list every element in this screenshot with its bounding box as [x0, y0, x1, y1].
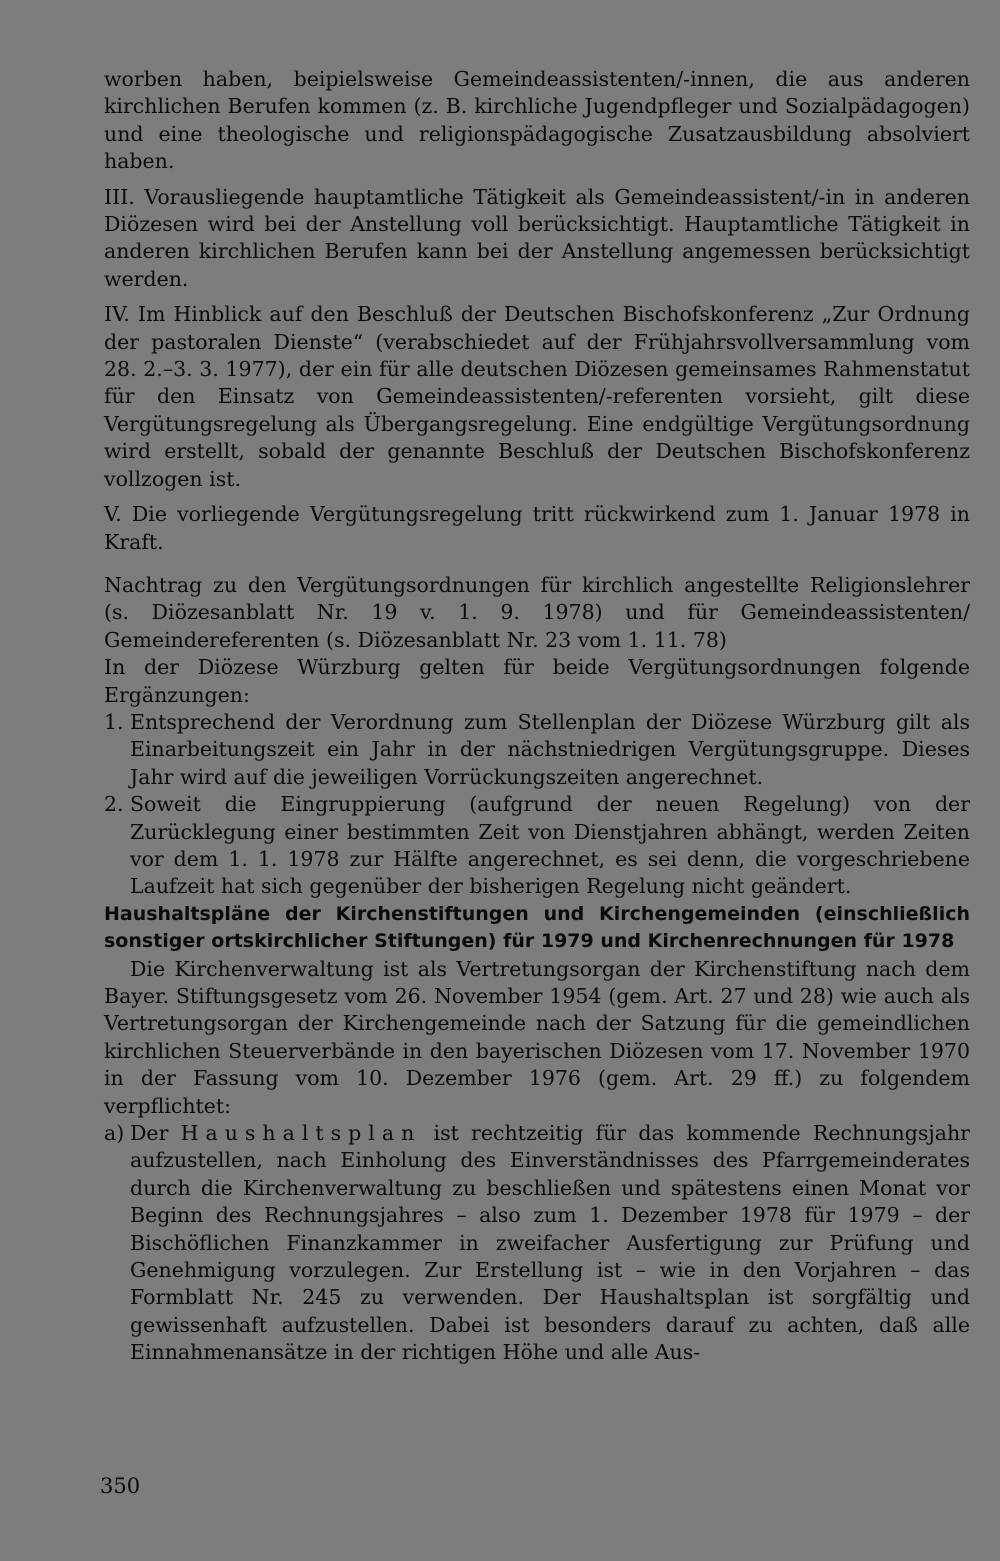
haushalt-intro: Die Kirchenverwaltung ist als Vertretungsorgan der Kirchenstiftung nach dem Bayer. Stiftungsgesetz vom 26. November 1954 (gem. Art. 27 und 28) wie auch als Vertretungsorgan der Kirchengemeinde nach der Satzung für die gemeindlichen kirchlichen Steuerverbände in den bayerischen Diözesen vom 17. November 1970 in der Fassung vom 10. Dezember 1976 (gem. Art. 29 ff.) zu folgendem verpflichtet: — [104, 956, 970, 1118]
nachtrag-item-2 — [104, 791, 970, 901]
nachtrag-intro: In der Diözese Würzburg gelten für beide Vergütungsordnungen folgende Ergänzungen: — [104, 655, 970, 707]
item-label: a) — [104, 1121, 125, 1146]
section-v-paragraph: V. Die vorliegende Vergütungsregelung tritt rückwirkend zum 1. Januar 1978 in Kraft. — [104, 502, 970, 554]
section-iv-paragraph: IV. Im Hinblick auf den Beschluß der Deutschen Bischofskonferenz „Zur Ordnung der pastoralen Dienste“ (verabschiedet auf der Frühjahrsvollversammlung vom 28. 2.–3. 3. 1977), der ein für alle deutschen Diözesen gemeinsames Rahmenstatut für den Einsatz von Gemeindeassistenten/-referenten vorsieht, gilt diese Vergütungsregelung als Übergangsregelung. Eine endgültige Vergütungsordnung wird erstellt, sobald der genannte Beschluß der Deutschen Bischofskonferenz vollzogen ist. — [104, 302, 970, 491]
item-text — [130, 1120, 970, 1367]
item-rest: ist rechtzeitig für das kommende Rechnungsjahr aufzustellen, nach Einholung des Einverständnisses des Pfarrgemeinderates durch die Kirchenverwaltung zu beschließen und spätestens einen Monat vor Beginn des Rechnungsjahres – also zum 1. Dezember 1978 für 1979 – der Bischöflichen Finanzkammer in zweifacher Ausfertigung zur Prüfung und Genehmigung vorzulegen. Zur Erstellung ist – wie in den Vorjahren – das Formblatt Nr. 245 zu verwenden. Der Haushaltsplan ist sorgfältig und gewissenhaft aufzustellen. Dabei ist besonders darauf zu achten, daß alle Einnahmenansätze in der richtigen Höhe und alle Aus- — [130, 1121, 970, 1365]
nachtrag-item-1 — [104, 709, 970, 791]
item-text: Soweit die Eingruppierung (aufgrund der neuen Regelung) von der Zurücklegung einer bestimmten Zeit von Dienstjahren abhängt, werden Zeiten vor dem 1. 1. 1978 zur Hälfte angerechnet, es sei denn, die vorgeschriebene Laufzeit hat sich gegenüber der bisherigen Regelung nicht geändert. — [130, 792, 970, 899]
item-lead: Der — [130, 1121, 169, 1146]
page-content — [104, 66, 970, 1367]
section-iii-paragraph: III. Vorausliegende hauptamtliche Tätigkeit als Gemeindeassistent/-in in anderen Diözesen wird bei der Anstellung voll berücksichtigt. Hauptamtliche Tätigkeit in anderen kirchlichen Berufen kann bei der Anstellung angemessen berücksichtigt werden. — [104, 184, 970, 291]
nachtrag-title: Nachtrag zu den Vergütungsordnungen für kirchlich angestellte Religionslehrer (s. Diözesanblatt Nr. 19 v. 1. 9. 1978) und für Gemeindeassistenten/ Gemeindereferenten (s. Diözesanblatt Nr. 23 vom 1. 11. 78) — [104, 572, 970, 652]
item-number: 1. — [104, 709, 124, 734]
item-text: Entsprechend der Verordnung zum Stellenplan der Diözese Würzburg gilt als Einarbeitungszeit ein Jahr in der nächstniedrigen Vergütungsgruppe. Dieses Jahr wird auf die jeweiligen Vorrückungszeiten angerechnet. — [130, 709, 970, 789]
spaced-emphasis: Haushaltsplan — [180, 1121, 422, 1146]
item-number: 2. — [104, 792, 124, 817]
intro-continuation-paragraph: worben haben, beipielsweise Gemeindeassistenten/-innen, die aus anderen kirchlichen Berufen kommen (z. B. kirchliche Jugendpfleger und Sozialpädagogen) und eine theologische und religionspädagogische Zusatzausbildung absolviert haben. — [104, 67, 970, 174]
haushalt-item-a — [104, 1120, 970, 1367]
haushalt-heading: Haushaltspläne der Kirchenstiftungen und Kirchengemeinden (einschließlich sonstiger ortskirchlicher Stiftungen) für 1979 und Kirchenrechnungen für 1978 — [104, 902, 970, 953]
page-number: 350 — [100, 1474, 141, 1498]
